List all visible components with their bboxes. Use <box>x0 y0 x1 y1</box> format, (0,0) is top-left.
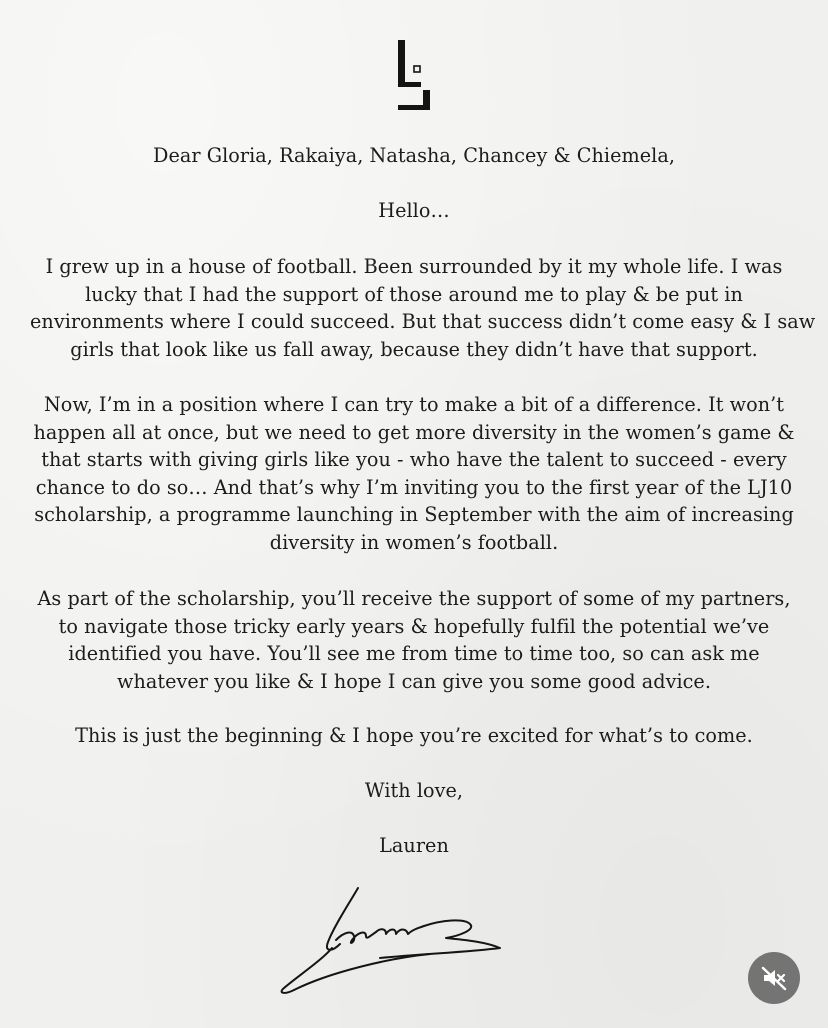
paragraph-line: chance to do so… And that’s why I’m inviting you to the first year of the LJ10 <box>35 475 793 499</box>
letter-closing: With love, <box>364 779 464 802</box>
letter-paragraph-3 <box>30 585 798 695</box>
paragraph-line: whatever you like & I hope I can give you some good advice. <box>116 669 711 693</box>
paragraph-line: scholarship, a programme launching in September with the aim of increasing <box>34 503 794 526</box>
letter-greeting: Dear Gloria, Rakaiya, Natasha, Chancey & Chiemela, <box>153 144 675 167</box>
paragraph-line: lucky that I had the support of those around me to play & be put in <box>85 282 743 306</box>
paragraph-line: identified you have. You’ll see me from time to time too, so can ask me <box>68 642 760 665</box>
paragraph-line: Now, I’m in a position where I can try to make a bit of a difference. It won’t <box>43 393 785 416</box>
paragraph-line: I grew up in a house of football. Been surrounded by it my whole life. I was <box>45 255 783 278</box>
paragraph-line: This is just the beginning & I hope you’re excited for what’s to come. <box>75 724 753 747</box>
lj-logo <box>388 36 440 112</box>
letter-paragraph-1 <box>30 253 816 363</box>
paragraph-line: As part of the scholarship, you’ll receive the support of some of my partners, <box>37 587 791 610</box>
paragraph-line: girls that look like us fall away, because they didn’t have that support. <box>70 337 758 361</box>
paragraph-line: environments where I could succeed. But that success didn’t come easy & I saw <box>30 310 816 333</box>
letter-signoff-name: Lauren <box>379 834 449 857</box>
paragraph-line: happen all at once, but we need to get more diversity in the women’s game & <box>33 420 795 444</box>
letter-paragraph-4 <box>30 722 798 750</box>
speaker-muted-icon <box>760 964 788 992</box>
paragraph-line: diversity in women’s football. <box>269 530 559 554</box>
paragraph-line: to navigate those tricky early years & hopefully fulfil the potential we’ve <box>58 614 770 638</box>
letter-hello: Hello… <box>378 199 450 222</box>
paragraph-line: that starts with giving girls like you - who have the talent to succeed - every <box>41 448 787 471</box>
mute-toggle-button[interactable] <box>748 952 800 1004</box>
handwritten-signature <box>270 880 520 1000</box>
letter-paragraph-2 <box>30 391 798 556</box>
